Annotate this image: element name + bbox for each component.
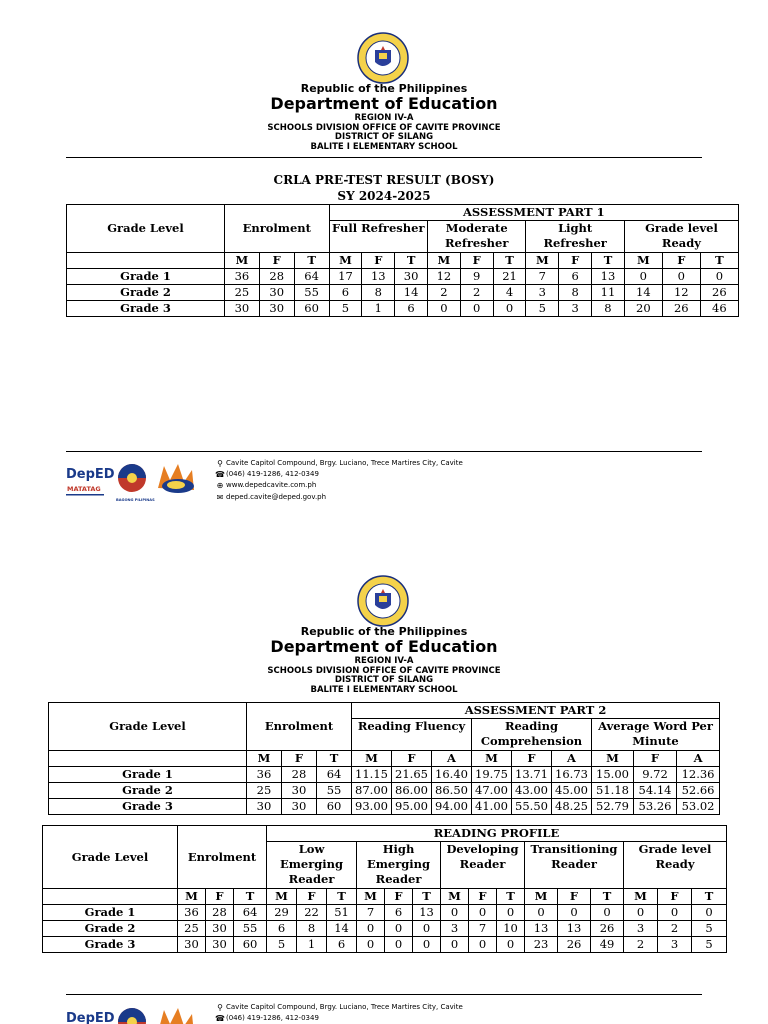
deped-logo-icon: DepED xyxy=(66,467,115,482)
value-cell: 13 xyxy=(592,269,625,285)
value-cell: 11.15 xyxy=(352,767,392,783)
subheader-cell: F xyxy=(559,253,592,269)
value-cell: 53.26 xyxy=(634,799,677,815)
table-row xyxy=(43,937,727,953)
assessment-part-header: ASSESSMENT PART 2 xyxy=(352,703,720,719)
phone-icon: ☎ xyxy=(215,1014,225,1024)
footer xyxy=(66,1002,702,1024)
empty-cell xyxy=(49,751,247,767)
subheader-cell: T xyxy=(692,889,727,905)
division-label: SCHOOLS DIVISION OFFICE OF CAVITE PROVINCE xyxy=(267,665,501,676)
grade-cell: Grade 2 xyxy=(67,285,225,301)
department-title: Department of Education xyxy=(270,94,498,113)
subheader-cell: M xyxy=(525,889,558,905)
subheader-cell: F xyxy=(634,751,677,767)
subheader-cell: T xyxy=(413,889,441,905)
value-cell: 7 xyxy=(357,905,385,921)
value-cell: 0 xyxy=(441,937,469,953)
value-cell: 9 xyxy=(460,269,493,285)
value-cell: 64 xyxy=(234,905,267,921)
value-cell: 5 xyxy=(329,301,362,317)
value-cell: 8 xyxy=(362,285,395,301)
deped-seal-icon xyxy=(357,575,409,627)
table-row xyxy=(49,767,720,783)
grade-cell: Grade 2 xyxy=(49,783,247,799)
subheader-cell: T xyxy=(700,253,738,269)
value-cell: 20 xyxy=(624,301,662,317)
reading-profile-table xyxy=(42,825,727,953)
group-header: Reading Comprehension xyxy=(472,719,592,751)
value-cell: 41.00 xyxy=(472,799,512,815)
value-cell: 11 xyxy=(592,285,625,301)
value-cell: 51.18 xyxy=(592,783,634,799)
value-cell: 26 xyxy=(662,301,700,317)
address-text: Cavite Capitol Compound, Brgy. Luciano, Trece Martires City, Cavite xyxy=(226,1003,463,1011)
location-pin-icon: ⚲ xyxy=(217,459,223,468)
school-label: BALITE I ELEMENTARY SCHOOL xyxy=(310,141,458,152)
value-cell: 2 xyxy=(460,285,493,301)
subheader-cell: T xyxy=(497,889,525,905)
globe-icon: ⊕ xyxy=(216,481,224,491)
value-cell: 55 xyxy=(234,921,267,937)
value-cell: 93.00 xyxy=(352,799,392,815)
value-cell: 0 xyxy=(469,937,497,953)
value-cell: 0 xyxy=(662,269,700,285)
value-cell: 21.65 xyxy=(392,767,432,783)
division-label: SCHOOLS DIVISION OFFICE OF CAVITE PROVINCE xyxy=(267,122,501,133)
value-cell: 25 xyxy=(247,783,282,799)
value-cell: 14 xyxy=(327,921,357,937)
location-pin-icon: ⚲ xyxy=(217,1003,223,1012)
address-text: Cavite Capitol Compound, Brgy. Luciano, Trece Martires City, Cavite xyxy=(226,459,463,467)
subheader-cell: F xyxy=(385,889,413,905)
value-cell: 2 xyxy=(428,285,461,301)
subheader-cell: F xyxy=(662,253,700,269)
subheader-cell: T xyxy=(493,253,526,269)
grade-cell: Grade 3 xyxy=(43,937,178,953)
deped-seal-icon xyxy=(357,32,409,84)
assessment-part-header: ASSESSMENT PART 1 xyxy=(329,205,738,221)
value-cell: 86.50 xyxy=(432,783,472,799)
value-cell: 5 xyxy=(267,937,297,953)
value-cell: 17 xyxy=(329,269,362,285)
email-link[interactable]: deped.cavite@deped.gov.ph xyxy=(226,492,327,501)
website-link[interactable]: www.depedcavite.com.ph xyxy=(226,481,317,490)
subheader-cell: M xyxy=(224,253,259,269)
enrolment-header: Enrolment xyxy=(247,703,352,751)
value-cell: 0 xyxy=(413,937,441,953)
subheader-cell: M xyxy=(329,253,362,269)
subheader-cell: M xyxy=(472,751,512,767)
value-cell: 25 xyxy=(224,285,259,301)
value-cell: 0 xyxy=(497,937,525,953)
value-cell: 46 xyxy=(700,301,738,317)
subheader-cell: M xyxy=(352,751,392,767)
value-cell: 45.00 xyxy=(552,783,592,799)
region-label: REGION IV-A xyxy=(354,113,414,123)
value-cell: 0 xyxy=(591,905,624,921)
enrolment-header: Enrolment xyxy=(224,205,329,253)
subheader-cell: M xyxy=(624,889,658,905)
value-cell: 5 xyxy=(692,937,727,953)
republic-label: Republic of the Philippines xyxy=(300,625,468,638)
value-cell: 14 xyxy=(395,285,428,301)
value-cell: 6 xyxy=(559,269,592,285)
table-row xyxy=(67,269,739,285)
value-cell: 55 xyxy=(294,285,329,301)
value-cell: 13 xyxy=(362,269,395,285)
subheader-cell: M xyxy=(428,253,461,269)
subheader-cell: F xyxy=(297,889,327,905)
subheader-cell: F xyxy=(460,253,493,269)
table-row xyxy=(49,783,720,799)
subheader-cell: F xyxy=(392,751,432,767)
grade-level-header: Grade Level xyxy=(67,205,225,253)
value-cell: 0 xyxy=(413,921,441,937)
value-cell: 2 xyxy=(658,921,692,937)
republic-label: Republic of the Philippines xyxy=(300,82,468,95)
value-cell: 30 xyxy=(206,937,234,953)
value-cell: 5 xyxy=(692,921,727,937)
value-cell: 30 xyxy=(247,799,282,815)
value-cell: 25 xyxy=(178,921,206,937)
value-cell: 47.00 xyxy=(472,783,512,799)
value-cell: 0 xyxy=(460,301,493,317)
subheader-cell: T xyxy=(327,889,357,905)
table-row xyxy=(67,301,739,317)
value-cell: 86.00 xyxy=(392,783,432,799)
value-cell: 0 xyxy=(357,921,385,937)
value-cell: 8 xyxy=(559,285,592,301)
value-cell: 0 xyxy=(441,905,469,921)
value-cell: 10 xyxy=(497,921,525,937)
value-cell: 21 xyxy=(493,269,526,285)
subheader-cell: F xyxy=(658,889,692,905)
value-cell: 5 xyxy=(526,301,559,317)
value-cell: 23 xyxy=(525,937,558,953)
value-cell: 64 xyxy=(317,767,352,783)
value-cell: 6 xyxy=(329,285,362,301)
group-header: Developing Reader xyxy=(441,842,525,889)
value-cell: 49 xyxy=(591,937,624,953)
value-cell: 1 xyxy=(297,937,327,953)
value-cell: 87.00 xyxy=(352,783,392,799)
subheader-cell: F xyxy=(469,889,497,905)
group-header: Grade level Ready xyxy=(624,221,738,253)
value-cell: 30 xyxy=(395,269,428,285)
value-cell: 36 xyxy=(178,905,206,921)
subheader-row xyxy=(49,751,720,767)
value-cell: 0 xyxy=(658,905,692,921)
value-cell: 60 xyxy=(234,937,267,953)
value-cell: 0 xyxy=(357,937,385,953)
value-cell: 55 xyxy=(317,783,352,799)
value-cell: 0 xyxy=(525,905,558,921)
value-cell: 13 xyxy=(413,905,441,921)
subheader-cell: T xyxy=(294,253,329,269)
value-cell: 12 xyxy=(662,285,700,301)
value-cell: 0 xyxy=(385,937,413,953)
grade-cell: Grade 1 xyxy=(43,905,178,921)
value-cell: 28 xyxy=(282,767,317,783)
value-cell: 36 xyxy=(247,767,282,783)
value-cell: 0 xyxy=(469,905,497,921)
subheader-row xyxy=(67,253,739,269)
value-cell: 0 xyxy=(692,905,727,921)
school-label: BALITE I ELEMENTARY SCHOOL xyxy=(310,684,458,695)
group-header: High Emerging Reader xyxy=(357,842,441,889)
subheader-cell: M xyxy=(178,889,206,905)
value-cell: 29 xyxy=(267,905,297,921)
footer-rule xyxy=(66,451,702,452)
value-cell: 16.73 xyxy=(552,767,592,783)
value-cell: 30 xyxy=(259,301,294,317)
value-cell: 30 xyxy=(282,783,317,799)
value-cell: 4 xyxy=(493,285,526,301)
matatag-logo-icon: MATATAG xyxy=(67,485,101,493)
value-cell: 60 xyxy=(294,301,329,317)
report-title: CRLA PRE-TEST RESULT (BOSY) xyxy=(273,173,495,187)
empty-cell xyxy=(43,889,178,905)
group-header: Full Refresher xyxy=(329,221,427,253)
grade-cell: Grade 3 xyxy=(49,799,247,815)
group-header: Reading Fluency xyxy=(352,719,472,751)
subheader-row xyxy=(43,889,727,905)
grade-level-header: Grade Level xyxy=(43,826,178,889)
value-cell: 22 xyxy=(297,905,327,921)
value-cell: 7 xyxy=(469,921,497,937)
department-title: Department of Education xyxy=(270,637,498,656)
value-cell: 26 xyxy=(558,937,591,953)
value-cell: 19.75 xyxy=(472,767,512,783)
value-cell: 95.00 xyxy=(392,799,432,815)
group-header: Grade level Ready xyxy=(624,842,727,889)
value-cell: 0 xyxy=(700,269,738,285)
table-row xyxy=(67,285,739,301)
value-cell: 6 xyxy=(395,301,428,317)
value-cell: 0 xyxy=(624,905,658,921)
subheader-cell: M xyxy=(267,889,297,905)
subheader-cell: T xyxy=(591,889,624,905)
grade-cell: Grade 3 xyxy=(67,301,225,317)
value-cell: 28 xyxy=(206,905,234,921)
value-cell: 7 xyxy=(526,269,559,285)
subheader-cell: M xyxy=(357,889,385,905)
grade-cell: Grade 1 xyxy=(49,767,247,783)
footer-logos xyxy=(66,1002,211,1024)
value-cell: 0 xyxy=(385,921,413,937)
enrolment-header: Enrolment xyxy=(178,826,267,889)
value-cell: 3 xyxy=(624,921,658,937)
value-cell: 12 xyxy=(428,269,461,285)
value-cell: 0 xyxy=(624,269,662,285)
subheader-cell: F xyxy=(558,889,591,905)
value-cell: 26 xyxy=(591,921,624,937)
value-cell: 8 xyxy=(592,301,625,317)
value-cell: 3 xyxy=(526,285,559,301)
group-header: Light Refresher xyxy=(526,221,624,253)
phone-icon: ☎ xyxy=(215,470,225,480)
value-cell: 1 xyxy=(362,301,395,317)
subheader-cell: T xyxy=(234,889,267,905)
subheader-cell: F xyxy=(362,253,395,269)
value-cell: 6 xyxy=(267,921,297,937)
value-cell: 13.71 xyxy=(512,767,552,783)
footer-rule xyxy=(66,994,702,995)
subheader-cell: T xyxy=(317,751,352,767)
phone-text: (046) 419-1286, 412-0349 xyxy=(226,1014,319,1023)
subheader-cell: T xyxy=(592,253,625,269)
value-cell: 28 xyxy=(259,269,294,285)
header-rule xyxy=(66,157,702,158)
subheader-cell: F xyxy=(512,751,552,767)
value-cell: 30 xyxy=(178,937,206,953)
group-header: Transitioning Reader xyxy=(525,842,624,889)
value-cell: 94.00 xyxy=(432,799,472,815)
subheader-cell: A xyxy=(677,751,720,767)
value-cell: 0 xyxy=(428,301,461,317)
subheader-cell: F xyxy=(259,253,294,269)
deped-logo-icon: DepED xyxy=(66,1011,115,1024)
value-cell: 36 xyxy=(224,269,259,285)
value-cell: 54.14 xyxy=(634,783,677,799)
value-cell: 3 xyxy=(559,301,592,317)
grade-cell: Grade 1 xyxy=(67,269,225,285)
value-cell: 13 xyxy=(525,921,558,937)
subheader-cell: M xyxy=(624,253,662,269)
value-cell: 15.00 xyxy=(592,767,634,783)
grade-cell: Grade 2 xyxy=(43,921,178,937)
assessment-part2-table xyxy=(48,702,720,815)
assessment-part1-table xyxy=(66,204,739,317)
value-cell: 0 xyxy=(497,905,525,921)
empty-cell xyxy=(67,253,225,269)
value-cell: 3 xyxy=(441,921,469,937)
value-cell: 48.25 xyxy=(552,799,592,815)
value-cell: 2 xyxy=(624,937,658,953)
subheader-cell: M xyxy=(247,751,282,767)
table-row xyxy=(43,921,727,937)
subheader-cell: M xyxy=(592,751,634,767)
group-header: Moderate Refresher xyxy=(428,221,526,253)
district-label: DISTRICT OF SILANG xyxy=(334,132,434,142)
footer-logos xyxy=(66,458,211,508)
value-cell: 30 xyxy=(282,799,317,815)
region-label: REGION IV-A xyxy=(354,656,414,666)
value-cell: 30 xyxy=(224,301,259,317)
subheader-cell: T xyxy=(395,253,428,269)
district-label: DISTRICT OF SILANG xyxy=(334,675,434,685)
value-cell: 30 xyxy=(206,921,234,937)
subheader-cell: M xyxy=(441,889,469,905)
value-cell: 9.72 xyxy=(634,767,677,783)
group-header: Average Word Per Minute xyxy=(592,719,720,751)
value-cell: 0 xyxy=(558,905,591,921)
value-cell: 43.00 xyxy=(512,783,552,799)
table-row xyxy=(49,799,720,815)
subheader-cell: A xyxy=(552,751,592,767)
value-cell: 16.40 xyxy=(432,767,472,783)
value-cell: 3 xyxy=(658,937,692,953)
value-cell: 51 xyxy=(327,905,357,921)
phone-text: (046) 419-1286, 412-0349 xyxy=(226,470,319,479)
envelope-icon: ✉ xyxy=(216,492,224,502)
value-cell: 52.79 xyxy=(592,799,634,815)
subheader-cell: M xyxy=(526,253,559,269)
value-cell: 26 xyxy=(700,285,738,301)
value-cell: 14 xyxy=(624,285,662,301)
value-cell: 8 xyxy=(297,921,327,937)
subheader-cell: F xyxy=(282,751,317,767)
value-cell: 12.36 xyxy=(677,767,720,783)
value-cell: 60 xyxy=(317,799,352,815)
value-cell: 64 xyxy=(294,269,329,285)
value-cell: 52.66 xyxy=(677,783,720,799)
bagong-pilipinas-logo-icon: BAGONG PILIPINAS xyxy=(116,498,155,502)
contact-block xyxy=(214,1002,463,1024)
group-header: Low Emerging Reader xyxy=(267,842,357,889)
table-row xyxy=(43,905,727,921)
school-year: SY 2024-2025 xyxy=(337,189,431,203)
value-cell: 0 xyxy=(493,301,526,317)
subheader-cell: A xyxy=(432,751,472,767)
value-cell: 6 xyxy=(327,937,357,953)
grade-level-header: Grade Level xyxy=(49,703,247,751)
value-cell: 6 xyxy=(385,905,413,921)
subheader-cell: F xyxy=(206,889,234,905)
reading-profile-header: READING PROFILE xyxy=(267,826,727,842)
value-cell: 53.02 xyxy=(677,799,720,815)
value-cell: 55.50 xyxy=(512,799,552,815)
value-cell: 13 xyxy=(558,921,591,937)
contact-block xyxy=(214,458,463,503)
value-cell: 30 xyxy=(259,285,294,301)
footer xyxy=(66,458,702,510)
